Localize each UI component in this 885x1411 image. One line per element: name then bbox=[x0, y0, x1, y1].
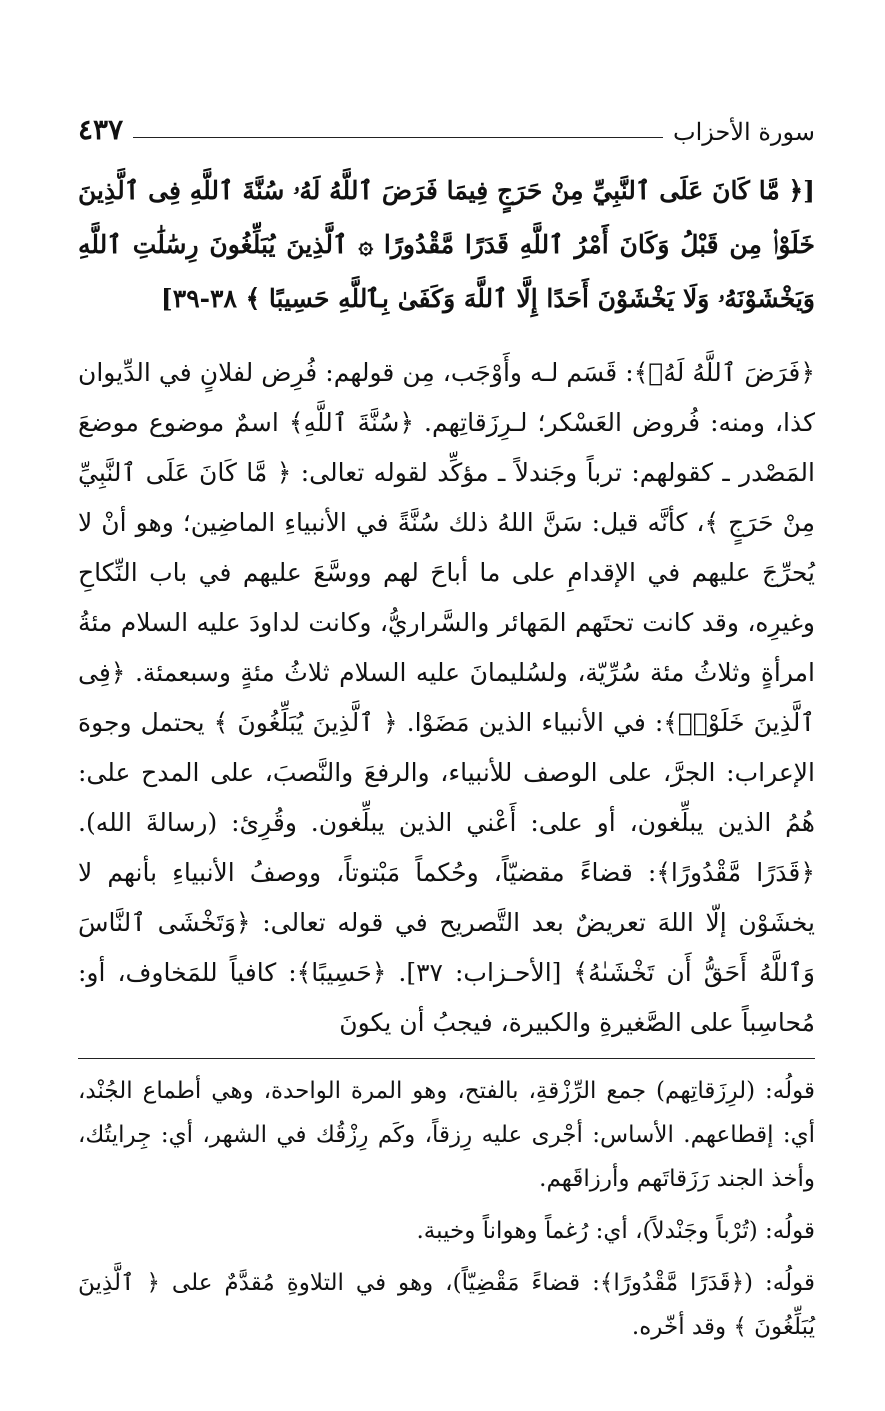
commentary-text: ﴿فَرَضَ ٱللَّهُ لَهُۥ﴾: قَسَم لـه وأَوْجَب، مِن قولهم: فُرِض لفلانٍ في الدِّيوان كذا، ومنه: فُروض العَسْكر؛ لـرِزَقاتِهم. ﴿سُنَّةَ ٱللَّهِ﴾ اسمٌ موضوع موضعَ المَصْدر ـ كقولهم: ترباً وجَندلاً ـ مؤكِّد لقوله تعالى: ﴿ مَّا كَانَ عَلَى ٱلنَّبِيِّ مِنْ حَرَجٍ ﴾، كأنَّه قيل: سَنَّ اللهُ ذلك سُنَّةً في الأنبياءِ الماضِين؛ وهو أنْ لا يُحرِّجَ عليهم في الإقدامِ على ما أباحَ لهم ووسَّعَ عليهم في باب النِّكاحِ وغيرِه، وقد كانت تحتَهم المَهائر والسَّراريُّ، وكانت لداودَ عليه السلام مئةُ امرأةٍ وثلاثُ مئة سُرِّيّة، ولسُليمانَ عليه السلام ثلاثُ مئةٍ وسبعمئة. ﴿فِى ٱلَّذِينَ خَلَوْا۟﴾: في الأنبياء الذين مَضَوْا. ﴿ ٱلَّذِينَ يُبَلِّغُونَ ﴾ يحتمل وجوهَ الإعراب: الجرَّ، على الوصف للأنبياء، والرفعَ والنَّصبَ، على المدح على: هُمُ الذين يبلِّغون، أو على: أَعْني الذين يبلِّغون. وقُرِئ: (رسالةَ الله). ﴿قَدَرًا مَّقْدُورًا﴾: قضاءً مقضيّاً، وحُكماً مَبْتوتاً، ووصفُ الأنبياءِ بأنهم لا يخشَوْن إلّا اللهَ تعريضٌ بعد التَّصريح في قوله تعالى: ﴿وَتَخْشَى ٱلنَّاسَ وَٱللَّهُ أَحَقُّ أَن تَخْشَىٰهُ﴾ [الأحـزاب: ٣٧]. ﴿حَسِيبًا﴾: كافياً للمَخاوف، أو: مُحاسِباً على الصَّغيرةِ والكبيرة، فيجبُ أن يكونَ bbox=[78, 358, 815, 1037]
footnote-2: قولُه: (تُرْباً وجَنْدلاً)، أي: رُغماً وهواناً وخيبة. bbox=[416, 1218, 815, 1244]
quran-verse-block: [﴿ مَّا كَانَ عَلَى ٱلنَّبِيِّ مِنْ حَرَجٍ فِيمَا فَرَضَ ٱللَّهُ لَهُۥ سُنَّةَ ٱللَّهِ فِى ٱلَّذِينَ خَلَوْا۟ مِن قَبْلُ وَكَانَ أَمْرُ ٱللَّهِ قَدَرًا مَّقْدُورًا ۞ ٱلَّذِينَ يُبَلِّغُونَ رِسَٰلَٰتِ ٱللَّهِ وَيَخْشَوْنَهُۥ وَلَا يَخْشَوْنَ أَحَدًا إِلَّا ٱللَّهَ وَكَفَىٰ بِٱللَّهِ حَسِيبًا ﴾ ٣٨-٣٩] bbox=[78, 176, 815, 313]
surah-title: سورة الأحزاب bbox=[673, 118, 815, 146]
page-header bbox=[78, 100, 815, 146]
footnotes bbox=[78, 1069, 815, 1349]
footnote-1: قولُه: (لرِزَقاتِهم) جمع الرِّزْقةِ، بالفتح، وهو المرة الواحدة، وهي أطماع الجُنْد، أي: إقطاعهم. الأساس: أجْرى عليه رِزقاً، وكَم رِزْقُك في الشهر، أي: جِرايتُك، وأخذ الجند رَزَقاتَهم وأرزاقَهم. bbox=[78, 1078, 815, 1192]
book-page bbox=[78, 100, 815, 1357]
footnote-divider bbox=[78, 1058, 815, 1059]
footnote-3: قولُه: (﴿قَدَرًا مَّقْدُورًا﴾: قضاءً مَقْضِيّاً)، وهو في التلاوةِ مُقدَّمٌ على ﴿ ٱلَّذِينَ يُبَلِّغُونَ ﴾ وقد أخّره. bbox=[78, 1270, 815, 1340]
page-number: ٤٣٧ bbox=[78, 113, 124, 146]
header-rule bbox=[133, 137, 663, 138]
